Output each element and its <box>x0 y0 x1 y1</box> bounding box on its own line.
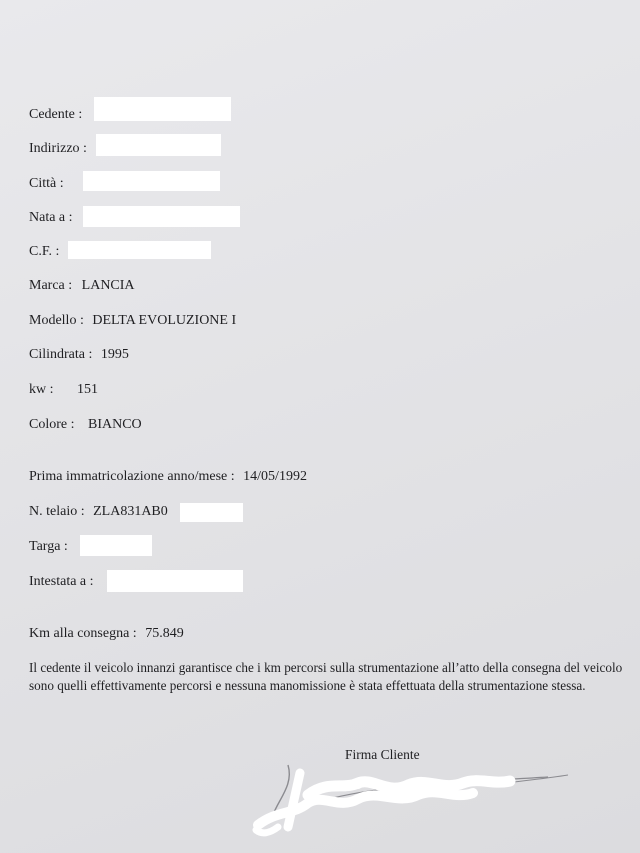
intestata-label: Intestata a : <box>29 574 94 589</box>
redaction-box <box>83 206 240 227</box>
cedente-label: Cedente : <box>29 107 83 122</box>
signature-label: Firma Cliente <box>345 747 420 762</box>
redaction-box <box>83 171 220 191</box>
prima-immatricolazione-row <box>29 469 307 485</box>
colore-value: BIANCO <box>88 417 142 432</box>
km-label: Km alla consegna : <box>29 626 137 641</box>
redaction-box <box>180 503 243 522</box>
marca-label: Marca : <box>29 278 73 293</box>
cilindrata-label: Cilindrata : <box>29 347 93 362</box>
telaio-row <box>29 504 168 520</box>
modello-value: DELTA EVOLUZIONE I <box>92 313 237 328</box>
colore-label: Colore : <box>29 417 75 432</box>
citta-label: Città : <box>29 176 64 191</box>
marca-value: LANCIA <box>81 278 135 293</box>
telaio-value: ZLA831AB0 <box>93 504 168 519</box>
declaration-text: Il cedente il veicolo innanzi garantisce che i km percorsi sulla strumentazione all’atto della consegna del veicolo sono quelli effettivamente percorsi e nessuna manomissione è stata effettuata della strumentazione stessa. <box>29 660 623 693</box>
redaction-box <box>107 570 243 592</box>
cf-label: C.F. : <box>29 244 60 259</box>
redaction-box <box>68 241 211 259</box>
modello-row <box>29 313 236 329</box>
redaction-box <box>96 134 221 156</box>
cilindrata-value: 1995 <box>100 347 129 362</box>
telaio-label: N. telaio : <box>29 504 85 519</box>
km-row <box>29 626 184 642</box>
targa-label: Targa : <box>29 539 68 554</box>
nata-a-label: Nata a : <box>29 210 73 225</box>
modello-label: Modello : <box>29 313 84 328</box>
kw-value: 151 <box>77 382 98 397</box>
kw-row <box>29 382 98 398</box>
signature-graphic <box>248 755 578 845</box>
redaction-box <box>80 535 152 556</box>
redaction-box <box>94 97 231 121</box>
colore-row <box>29 417 142 433</box>
cilindrata-row <box>29 347 129 363</box>
indirizzo-label: Indirizzo : <box>29 141 87 156</box>
marca-row <box>29 278 135 294</box>
prima-immatricolazione-value: 14/05/1992 <box>243 469 307 484</box>
prima-immatricolazione-label: Prima immatricolazione anno/mese : <box>29 469 235 484</box>
km-value: 75.849 <box>145 626 184 641</box>
kw-label: kw : <box>29 382 54 397</box>
